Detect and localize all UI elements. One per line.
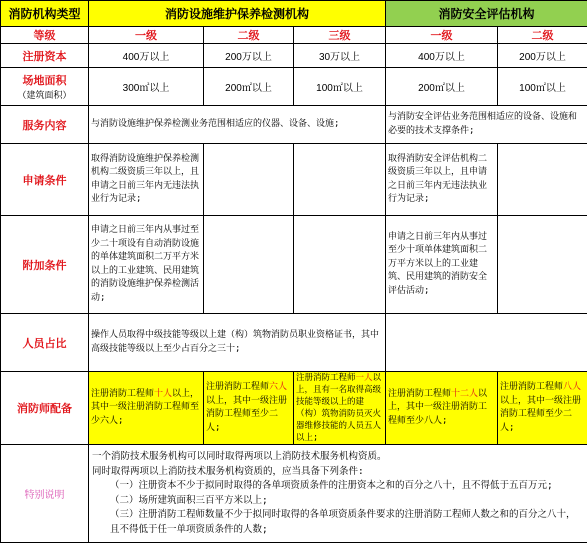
row-header-engineers: 消防师配备	[1, 372, 89, 445]
apply-maintenance-level1: 取得消防设施维护保养检测机构二级资质三年以上，且申请之日前三年内无违法执业行为记录;	[89, 144, 204, 216]
level-cell: 二级	[204, 27, 294, 44]
engineers-count: 十二人	[451, 389, 478, 399]
empty-cell	[294, 216, 386, 314]
row-header-level: 等级	[1, 27, 89, 44]
special-line: 同时取得两项以上消防技术服务机构资质的，应当具备下列条件:	[92, 465, 584, 480]
special-line: （一）注册资本不少于拟同时取得的各单项资质条件的注册资本之和的百分之八十，且不得低于五百万元;	[92, 479, 584, 494]
engineers-cell	[204, 372, 294, 445]
area-cell: 300㎡以上	[89, 68, 204, 106]
row-header-apply: 申请条件	[1, 144, 89, 216]
empty-cell	[498, 144, 587, 216]
engineers-suffix: 以上，其中一级注册消防工程师至少二人;	[500, 396, 581, 433]
row-header-area	[1, 68, 89, 106]
engineers-suffix: 以上，其中一级注册消防工程师至少二人;	[206, 396, 287, 433]
capital-cell: 30万以上	[294, 44, 386, 68]
scope-maintenance: 与消防设施维护保养检测业务范围相适应的仪器、设备、设施;	[89, 106, 386, 144]
empty-cell	[386, 314, 587, 372]
empty-cell	[204, 216, 294, 314]
row-header-personnel: 人员占比	[1, 314, 89, 372]
row-header-special: 特别说明	[1, 445, 89, 543]
level-cell: 一级	[89, 27, 204, 44]
engineers-prefix: 注册消防工程师	[500, 382, 563, 392]
level-cell: 一级	[386, 27, 498, 44]
engineers-suffix: 以上，其中一级注册消防工程师至少八人;	[388, 389, 487, 426]
engineers-prefix: 注册消防工程师	[206, 382, 269, 392]
empty-cell	[204, 144, 294, 216]
engineers-suffix: 以上，且有一名取得高级技能等级以上的建（构）筑物消防员灭火器维修技能的人员五人以上;	[296, 373, 381, 443]
group-header-assessment: 消防安全评估机构	[386, 1, 587, 27]
extra-assessment-level1: 申请之日前三年内从事过至少十项单体建筑面积二万平方米以上的工业建筑、民用建筑的消防安全评估活动;	[386, 216, 498, 314]
empty-cell	[498, 216, 587, 314]
scope-assessment: 与消防安全评估业务范围相适应的设备、设施和必要的技术支撑条件;	[386, 106, 587, 144]
capital-cell: 400万以上	[386, 44, 498, 68]
row-header-scope: 服务内容	[1, 106, 89, 144]
engineers-count: 十人	[154, 389, 172, 399]
group-header-maintenance: 消防设施维护保养检测机构	[89, 1, 386, 27]
row-header-capital: 注册资本	[1, 44, 89, 68]
area-cell: 100㎡以上	[498, 68, 587, 106]
area-note: （建筑面积）	[3, 88, 86, 101]
engineers-cell	[386, 372, 498, 445]
area-cell: 100㎡以上	[294, 68, 386, 106]
apply-assessment-level1: 取得消防安全评估机构二级资质三年以上，且申请之日前三年内无违法执业行为记录;	[386, 144, 498, 216]
engineers-cell	[498, 372, 587, 445]
special-note	[89, 445, 587, 543]
area-cell: 200㎡以上	[386, 68, 498, 106]
engineers-prefix: 注册消防工程师	[91, 389, 154, 399]
engineers-cell	[294, 372, 386, 445]
personnel-maintenance: 操作人员取得中级技能等级以上建（构）筑物消防员职业资格证书，其中高级技能等级以上至少占百分之三十;	[89, 314, 386, 372]
special-line: 一个消防技术服务机构可以同时取得两项以上消防技术服务机构资质。	[92, 450, 584, 465]
engineers-count: 一人	[356, 373, 373, 383]
row-header-extra: 附加条件	[1, 216, 89, 314]
capital-cell: 200万以上	[498, 44, 587, 68]
area-label: 场地面积	[23, 75, 67, 87]
level-cell: 二级	[498, 27, 587, 44]
engineers-suffix: 以上，其中一级注册消防工程师至少六人;	[91, 389, 199, 426]
special-line: （三）注册消防工程师数量不少于拟同时取得的各单项资质条件要求的注册消防工程师人数之和的百分之八十，且不得低于任一单项资质条件的人数;	[92, 508, 584, 537]
capital-cell: 400万以上	[89, 44, 204, 68]
area-cell: 200㎡以上	[204, 68, 294, 106]
extra-maintenance-level1: 申请之日前三年内从事过至少二十项设有自动消防设施的单体建筑面积二万平方米以上的工业建筑、民用建筑的消防设施维护保养检测活动;	[89, 216, 204, 314]
engineers-count: 六人	[269, 382, 287, 392]
empty-cell	[294, 144, 386, 216]
level-cell: 三级	[294, 27, 386, 44]
engineers-cell	[89, 372, 204, 445]
special-line: （二）场所建筑面积三百平方米以上;	[92, 494, 584, 509]
capital-cell: 200万以上	[204, 44, 294, 68]
engineers-prefix: 注册消防工程师	[296, 373, 356, 383]
corner-header: 消防机构类型	[1, 1, 89, 27]
engineers-prefix: 注册消防工程师	[388, 389, 451, 399]
engineers-count: 八人	[563, 382, 581, 392]
